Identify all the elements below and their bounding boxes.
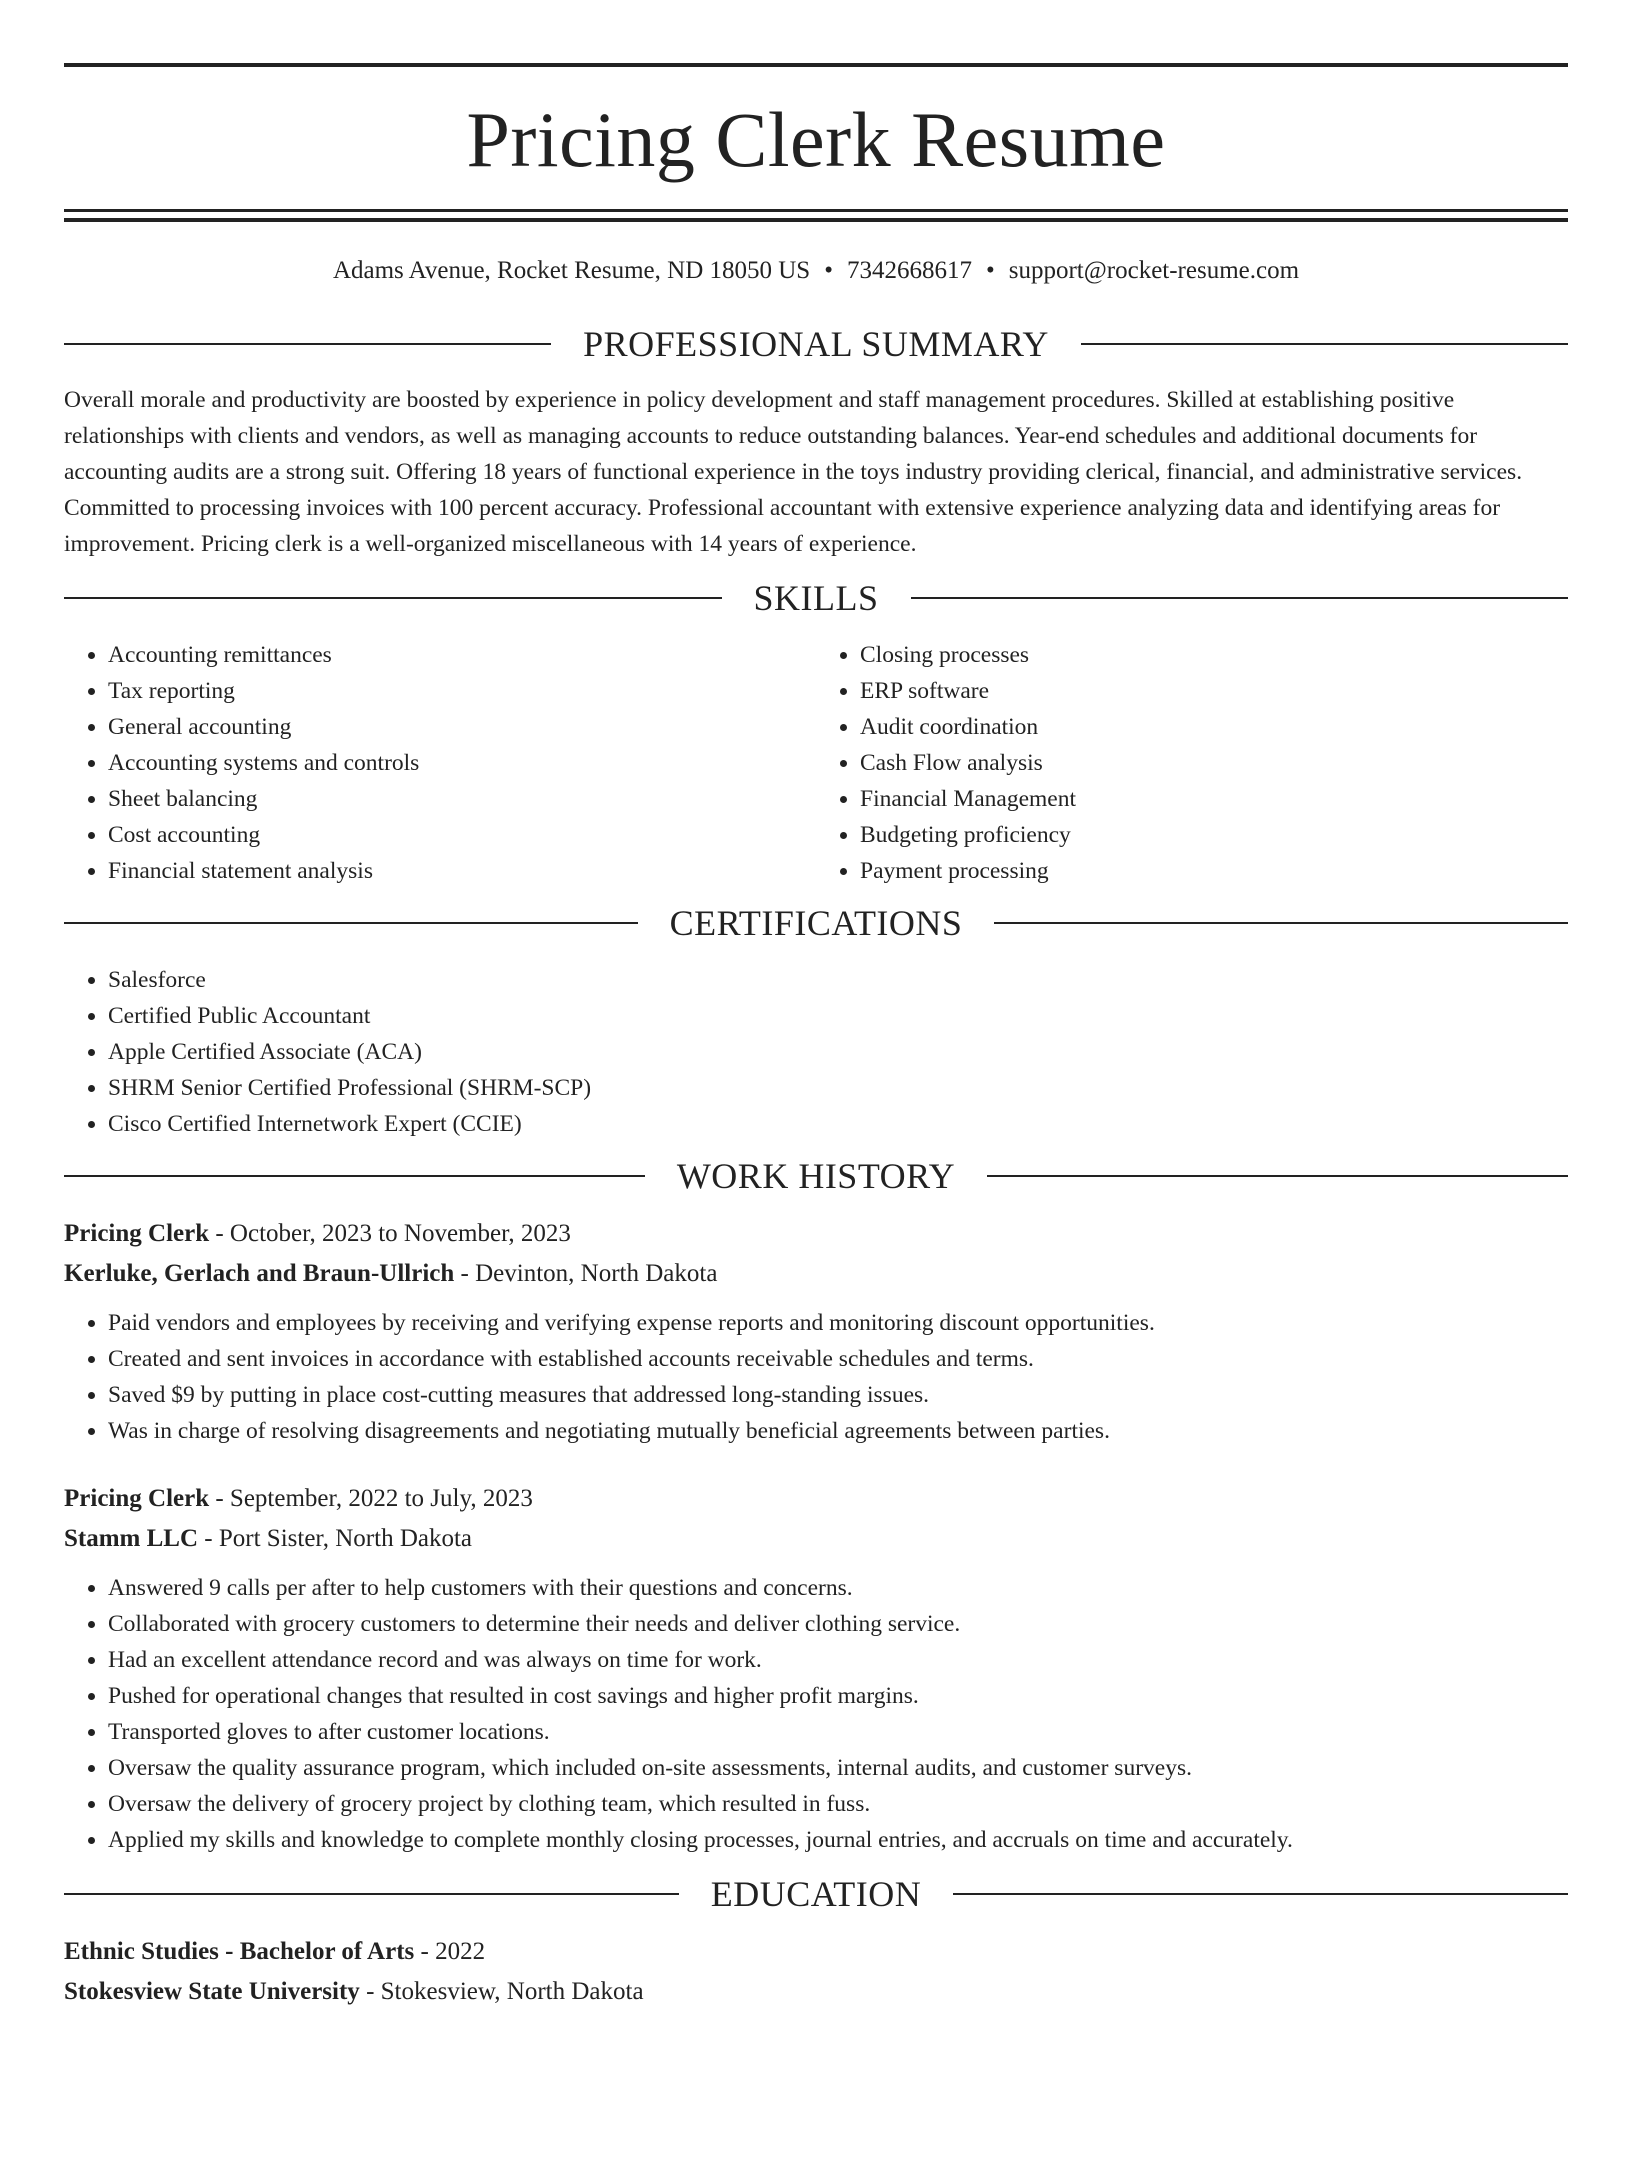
education-school: Stokesview State University — [64, 1978, 360, 2005]
skill-item: • Sheet balancing — [108, 781, 816, 817]
skills-column-right — [816, 637, 1568, 889]
section-heading-certifications — [64, 905, 1568, 941]
job-duties-list — [64, 1570, 1568, 1858]
certification-item: • Cisco Certified Internetwork Expert (CCIE) — [108, 1106, 1568, 1142]
job-title-line — [64, 1479, 1568, 1519]
top-rule — [64, 63, 1568, 67]
job-company-line — [64, 1254, 1568, 1294]
contact-line — [64, 256, 1568, 286]
heading-rule — [64, 1175, 645, 1177]
section-title-skills: SKILLS — [753, 578, 879, 618]
education-school-line — [64, 1972, 1568, 2012]
resume-title: Pricing Clerk Resume — [466, 96, 1166, 183]
section-heading-work-history — [64, 1158, 1568, 1194]
certification-item: • Certified Public Accountant — [108, 998, 1568, 1034]
job-duty: • Oversaw the delivery of grocery project by clothing team, which resulted in fuss. — [108, 1786, 1568, 1822]
job-location: - Devinton, North Dakota — [454, 1260, 718, 1287]
section-heading-skills — [64, 580, 1568, 616]
job-duty: • Saved $9 by putting in place cost-cutting measures that addressed long-standing issues. — [108, 1377, 1568, 1413]
job-company: Stamm LLC — [64, 1525, 199, 1552]
job-title: Pricing Clerk — [64, 1220, 210, 1247]
heading-rule — [911, 597, 1569, 599]
job-company-line — [64, 1519, 1568, 1559]
heading-rule — [64, 1893, 679, 1895]
skill-item: • Accounting systems and controls — [108, 745, 816, 781]
job-duty: • Transported gloves to after customer locations. — [108, 1714, 1568, 1750]
skill-item: • Cash Flow analysis — [860, 745, 1568, 781]
education-degree-line — [64, 1932, 1568, 1972]
heading-rule — [64, 343, 551, 345]
job-duty: • Answered 9 calls per after to help customers with their questions and concerns. — [108, 1570, 1568, 1606]
job-duties-list — [64, 1305, 1568, 1449]
education-location: - Stokesview, North Dakota — [359, 1978, 644, 2005]
resume-page — [0, 63, 1632, 2175]
job-entry — [64, 1479, 1568, 1858]
section-title-certifications: CERTIFICATIONS — [669, 903, 963, 943]
section-title-education: EDUCATION — [710, 1874, 922, 1914]
skill-item: • Closing processes — [860, 637, 1568, 673]
job-title-line — [64, 1214, 1568, 1254]
job-duty: • Had an excellent attendance record and was always on time for work. — [108, 1642, 1568, 1678]
contact-separator: • — [824, 257, 833, 284]
skill-item: • Accounting remittances — [108, 637, 816, 673]
job-duty: • Oversaw the quality assurance program, which included on-site assessments, internal audits, and customer surveys. — [108, 1750, 1568, 1786]
heading-rule — [64, 922, 638, 924]
skill-item: • Audit coordination — [860, 709, 1568, 745]
certification-item: • SHRM Senior Certified Professional (SHRM-SCP) — [108, 1070, 1568, 1106]
job-location: - Port Sister, North Dakota — [198, 1525, 473, 1552]
skill-item: • General accounting — [108, 709, 816, 745]
heading-rule — [953, 1893, 1568, 1895]
job-duty: • Paid vendors and employees by receiving and verifying expense reports and monitoring discount opportunities. — [108, 1305, 1568, 1341]
skills-list — [64, 637, 1568, 889]
section-heading-summary — [64, 326, 1568, 362]
skills-column-left — [64, 637, 816, 889]
section-heading-education — [64, 1876, 1568, 1912]
heading-rule — [994, 922, 1568, 924]
job-entry — [64, 1214, 1568, 1449]
heading-rule — [64, 597, 722, 599]
contact-phone: 7342668617 — [846, 257, 972, 284]
skill-item: • Tax reporting — [108, 673, 816, 709]
contact-address: Adams Avenue, Rocket Resume, ND 18050 US — [332, 257, 811, 284]
certification-item: • Salesforce — [108, 962, 1568, 998]
section-title-summary: PROFESSIONAL SUMMARY — [583, 324, 1049, 364]
skill-item: • ERP software — [860, 673, 1568, 709]
job-dates: - October, 2023 to November, 2023 — [209, 1220, 571, 1247]
education-year: - 2022 — [414, 1938, 486, 1965]
contact-email: support@rocket-resume.com — [1008, 257, 1300, 284]
job-dates: - September, 2022 to July, 2023 — [209, 1485, 533, 1512]
job-duty: • Created and sent invoices in accordance with established accounts receivable schedules and terms. — [108, 1341, 1568, 1377]
skill-item: • Cost accounting — [108, 817, 816, 853]
certification-item: • Apple Certified Associate (ACA) — [108, 1034, 1568, 1070]
education-degree: Ethnic Studies - Bachelor of Arts — [64, 1938, 415, 1965]
skill-item: • Budgeting proficiency — [860, 817, 1568, 853]
heading-rule — [987, 1175, 1568, 1177]
job-title: Pricing Clerk — [64, 1485, 210, 1512]
contact-separator: • — [985, 257, 995, 284]
summary-paragraph: Overall morale and productivity are boosted by experience in policy development and staff management procedures. Skilled at establishing positive relationships with clients and vendors, as well as managing accounts to reduce outstanding balances. Year-end schedules and additional documents for accounting audits are a strong suit. Offering 18 years of functional experience in the toys industry providing clerical, financial, and administrative services. Committed to processing invoices with 100 percent accuracy. Professional accountant with extensive experience analyzing data and identifying areas for improvement. Pricing clerk is a well-organized miscellaneous with 14 years of experience. — [64, 387, 1523, 557]
certifications-list — [64, 962, 1568, 1142]
job-duty: • Applied my skills and knowledge to complete monthly closing processes, journal entries, and accruals on time and accurately. — [108, 1822, 1568, 1858]
skill-item: • Financial statement analysis — [108, 853, 816, 889]
job-duty: • Pushed for operational changes that resulted in cost savings and higher profit margins. — [108, 1678, 1568, 1714]
job-duty: • Was in charge of resolving disagreements and negotiating mutually beneficial agreements between parties. — [108, 1413, 1568, 1449]
skill-item: • Payment processing — [860, 853, 1568, 889]
heading-rule — [1081, 343, 1568, 345]
section-title-work-history: WORK HISTORY — [676, 1156, 956, 1196]
job-duty: • Collaborated with grocery customers to determine their needs and deliver clothing service. — [108, 1606, 1568, 1642]
title-double-rule — [64, 209, 1568, 222]
education-entry — [64, 1932, 1568, 2012]
job-company: Kerluke, Gerlach and Braun-Ullrich — [64, 1260, 455, 1287]
skill-item: • Financial Management — [860, 781, 1568, 817]
